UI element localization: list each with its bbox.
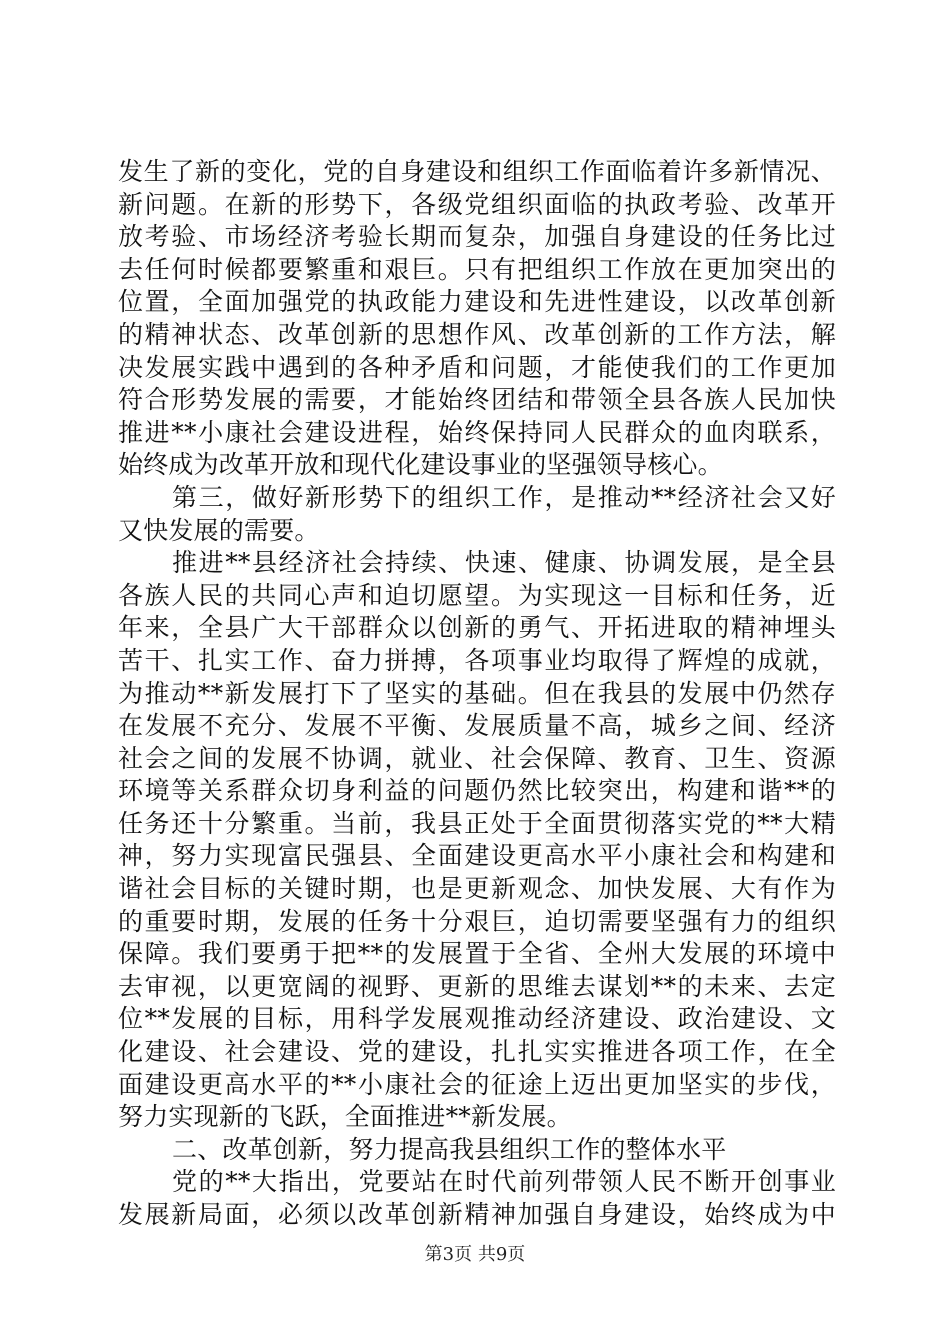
text-line: 在发展不充分、发展不平衡、发展质量不高，城乡之间、经济 xyxy=(118,711,836,741)
text-line: 去审视，以更宽阔的视野、更新的思维去谋划**的未来、去定 xyxy=(118,971,836,1001)
text-line: 第三，做好新形势下的组织工作，是推动**经济社会又好 xyxy=(172,482,836,512)
text-line: 年来，全县广大干部群众以创新的勇气、开拓进取的精神埋头 xyxy=(118,613,836,643)
text-line: 推进**县经济社会持续、快速、健康、协调发展，是全县 xyxy=(172,548,836,578)
text-line: 谐社会目标的关键时期，也是更新观念、加快发展、大有作为 xyxy=(118,874,836,904)
text-line: 新问题。在新的形势下，各级党组织面临的执政考验、改革开 xyxy=(118,189,836,219)
text-line: 又快发展的需要。 xyxy=(118,515,320,545)
text-line: 环境等关系群众切身利益的问题仍然比较突出，构建和谐**的 xyxy=(118,776,836,806)
text-line: 决发展实践中遇到的各种矛盾和问题，才能使我们的工作更加 xyxy=(118,352,836,382)
text-line: 各族人民的共同心声和迫切愿望。为实现这一目标和任务，近 xyxy=(118,580,836,610)
text-line: 发展新局面，必须以改革创新精神加强自身建设，始终成为中 xyxy=(118,1200,836,1229)
text-line: 努力实现新的飞跃，全面推进**新发展。 xyxy=(118,1102,572,1132)
text-line: 苦干、扎实工作、奋力拼搏，各项事业均取得了辉煌的成就， xyxy=(118,645,836,675)
text-line: 的重要时期，发展的任务十分艰巨，迫切需要坚强有力的组织 xyxy=(118,906,836,936)
text-line: 符合形势发展的需要，才能始终团结和带领全县各族人民加快 xyxy=(118,385,836,415)
text-line: 社会之间的发展不协调，就业、社会保障、教育、卫生、资源 xyxy=(118,743,836,773)
text-line: 位置，全面加强党的执政能力建设和先进性建设，以改革创新 xyxy=(118,287,836,317)
text-line: 面建设更高水平的**小康社会的征途上迈出更加坚实的步伐， xyxy=(118,1069,836,1099)
text-line: 任务还十分繁重。当前，我县正处于全面贯彻落实党的**大精 xyxy=(118,808,836,838)
text-line: 神，努力实现富民强县、全面建设更高水平小康社会和构建和 xyxy=(118,841,836,871)
text-line: 位**发展的目标，用科学发展观推动经济建设、政治建设、文 xyxy=(118,1004,836,1034)
text-line: 党的**大指出，党要站在时代前列带领人民不断开创事业 xyxy=(172,1167,836,1197)
text-line: 为推动**新发展打下了坚实的基础。但在我县的发展中仍然存 xyxy=(118,678,836,708)
text-line: 二、改革创新，努力提高我县组织工作的整体水平 xyxy=(172,1134,727,1164)
text-line: 发生了新的变化，党的自身建设和组织工作面临着许多新情况、 xyxy=(118,157,836,186)
text-line: 的精神状态、改革创新的思想作风、改革创新的工作方法，解 xyxy=(118,319,836,349)
text-line: 推进**小康社会建设进程，始终保持同人民群众的血肉联系， xyxy=(118,417,836,447)
page-footer: 第3页 共9页 xyxy=(424,1244,526,1265)
document-body xyxy=(118,156,836,1232)
text-line: 去任何时候都要繁重和艰巨。只有把组织工作放在更加突出的 xyxy=(118,254,836,284)
text-line: 放考验、市场经济考验长期而复杂，加强自身建设的任务比过 xyxy=(118,222,836,252)
text-line: 化建设、社会建设、党的建设，扎扎实实推进各项工作，在全 xyxy=(118,1037,836,1067)
text-line: 始终成为改革开放和现代化建设事业的坚强领导核心。 xyxy=(118,450,723,480)
text-line: 保障。我们要勇于把**的发展置于全省、全州大发展的环境中 xyxy=(118,939,836,969)
